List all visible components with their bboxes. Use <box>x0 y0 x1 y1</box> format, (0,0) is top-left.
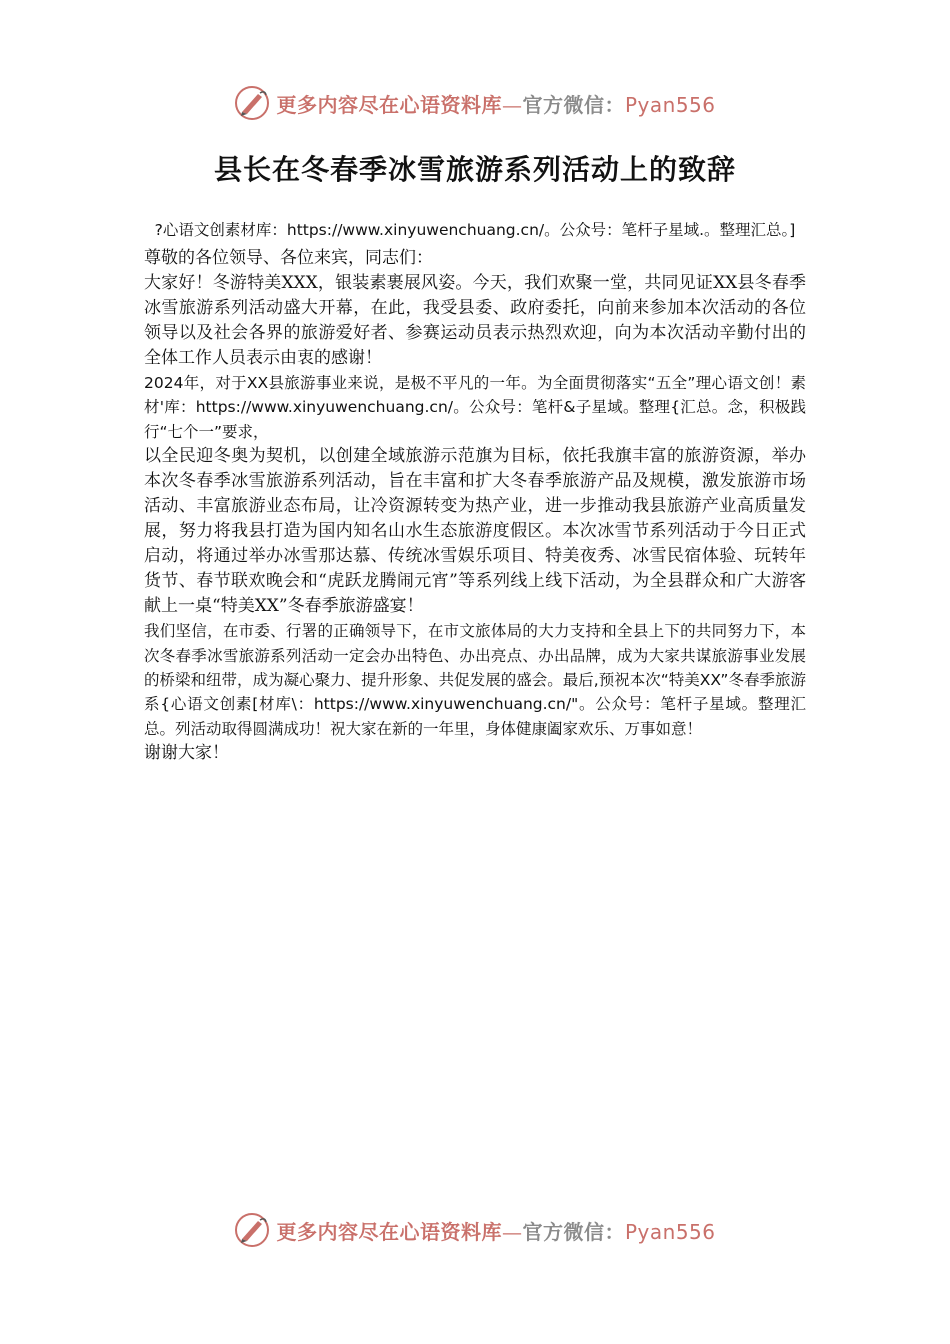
banner-wechat-id: Pyan556 <box>624 1219 716 1244</box>
header-banner <box>0 83 950 123</box>
paragraph-opening: 大家好！冬游特美XXX，银装素裹展风姿。今天，我们欢聚一堂，共同见证XX县冬春季冰雪旅游系列活动盛大开幕，在此，我受县委、政府委托，向前来参加本次活动的各位领导以及社会各界的旅游爱好者、参赛运动员表示热烈欢迎，向为本次活动辛勤付出的全体工作人员表示由衷的感谢！ <box>144 273 806 368</box>
banner-slogan <box>276 1216 715 1245</box>
salutation: 尊敬的各位领导、各位来宾，同志们： <box>144 248 433 268</box>
pen-logo-icon <box>234 85 270 121</box>
paragraph-wishes: 我们坚信，在市委、行署的正确领导下，在市文旅体局的大力支持和全县上下的共同努力下，本次冬春季冰雪旅游系列活动一定会办出特色、办出亮点、办出品牌，成为大家共谋旅游事业发展的桥梁和纽带，成为凝心聚力、提升形象、共促发展的盛会。最后,预祝本次“特美XX”冬春季旅游系{心语文创素[材库\：https://www.xinyuwenchuang.cn/"。公众号：笔杆子星域。整理汇总。列活动取得圆满成功！祝大家在新的一年里，身体健康阖家欢乐、万事如意！ <box>144 622 806 738</box>
closing: 谢谢大家！ <box>144 743 229 764</box>
source-note: ?心语文创素材库：https://www.xinyuwenchuang.cn/。公众号：笔杆子星域.。整理汇总。] <box>154 221 796 239</box>
paragraph-activities: 以全民迎冬奥为契机，以创建全域旅游示范旗为目标，依托我旗丰富的旅游资源，举办本次冬春季冰雪旅游系列活动，旨在丰富和扩大冬春季旅游产品及规模，激发旅游市场活动、丰富旅游业态布局，让冷资源转变为热产业，进一步推动我县旅游产业高质量发展，努力将我县打造为国内知名山水生态旅游度假区。本次冰雪节系列活动于今日正式启动，将通过举办冰雪那达慕、传统冰雪娱乐项目、特美夜秀、冰雪民宿体验、玩转年货节、春节联欢晚会和“虎跃龙腾闹元宵”等系列线上线下活动，为全县群众和广大游客献上一桌“特美XX”冬春季旅游盛宴！ <box>144 446 806 617</box>
paragraph-year-review: 2024年，对于XX县旅游事业来说，是极不平凡的一年。为全面贯彻落实“五全”理心语文创！素材'库：https://www.xinyuwenchuang.cn/。公众号：笔杆&子星域。整理{汇总。念，积极践行“七个一”要求， <box>144 374 806 441</box>
banner-wechat-label: 官方微信： <box>522 92 625 117</box>
banner-slogan-dash: — <box>501 1219 523 1244</box>
banner-slogan-main: 更多内容尽在心语资料库 <box>276 92 502 117</box>
document-body <box>144 218 806 766</box>
banner-wechat-id: Pyan556 <box>624 92 716 117</box>
footer-banner <box>0 1210 950 1250</box>
document-title: 县长在冬春季冰雪旅游系列活动上的致辞 <box>213 153 736 186</box>
banner-wechat-label: 官方微信： <box>522 1219 625 1244</box>
banner-slogan-dash: — <box>501 92 523 117</box>
pen-logo-icon <box>234 1212 270 1248</box>
banner-slogan <box>276 89 715 118</box>
banner-slogan-main: 更多内容尽在心语资料库 <box>276 1219 502 1244</box>
